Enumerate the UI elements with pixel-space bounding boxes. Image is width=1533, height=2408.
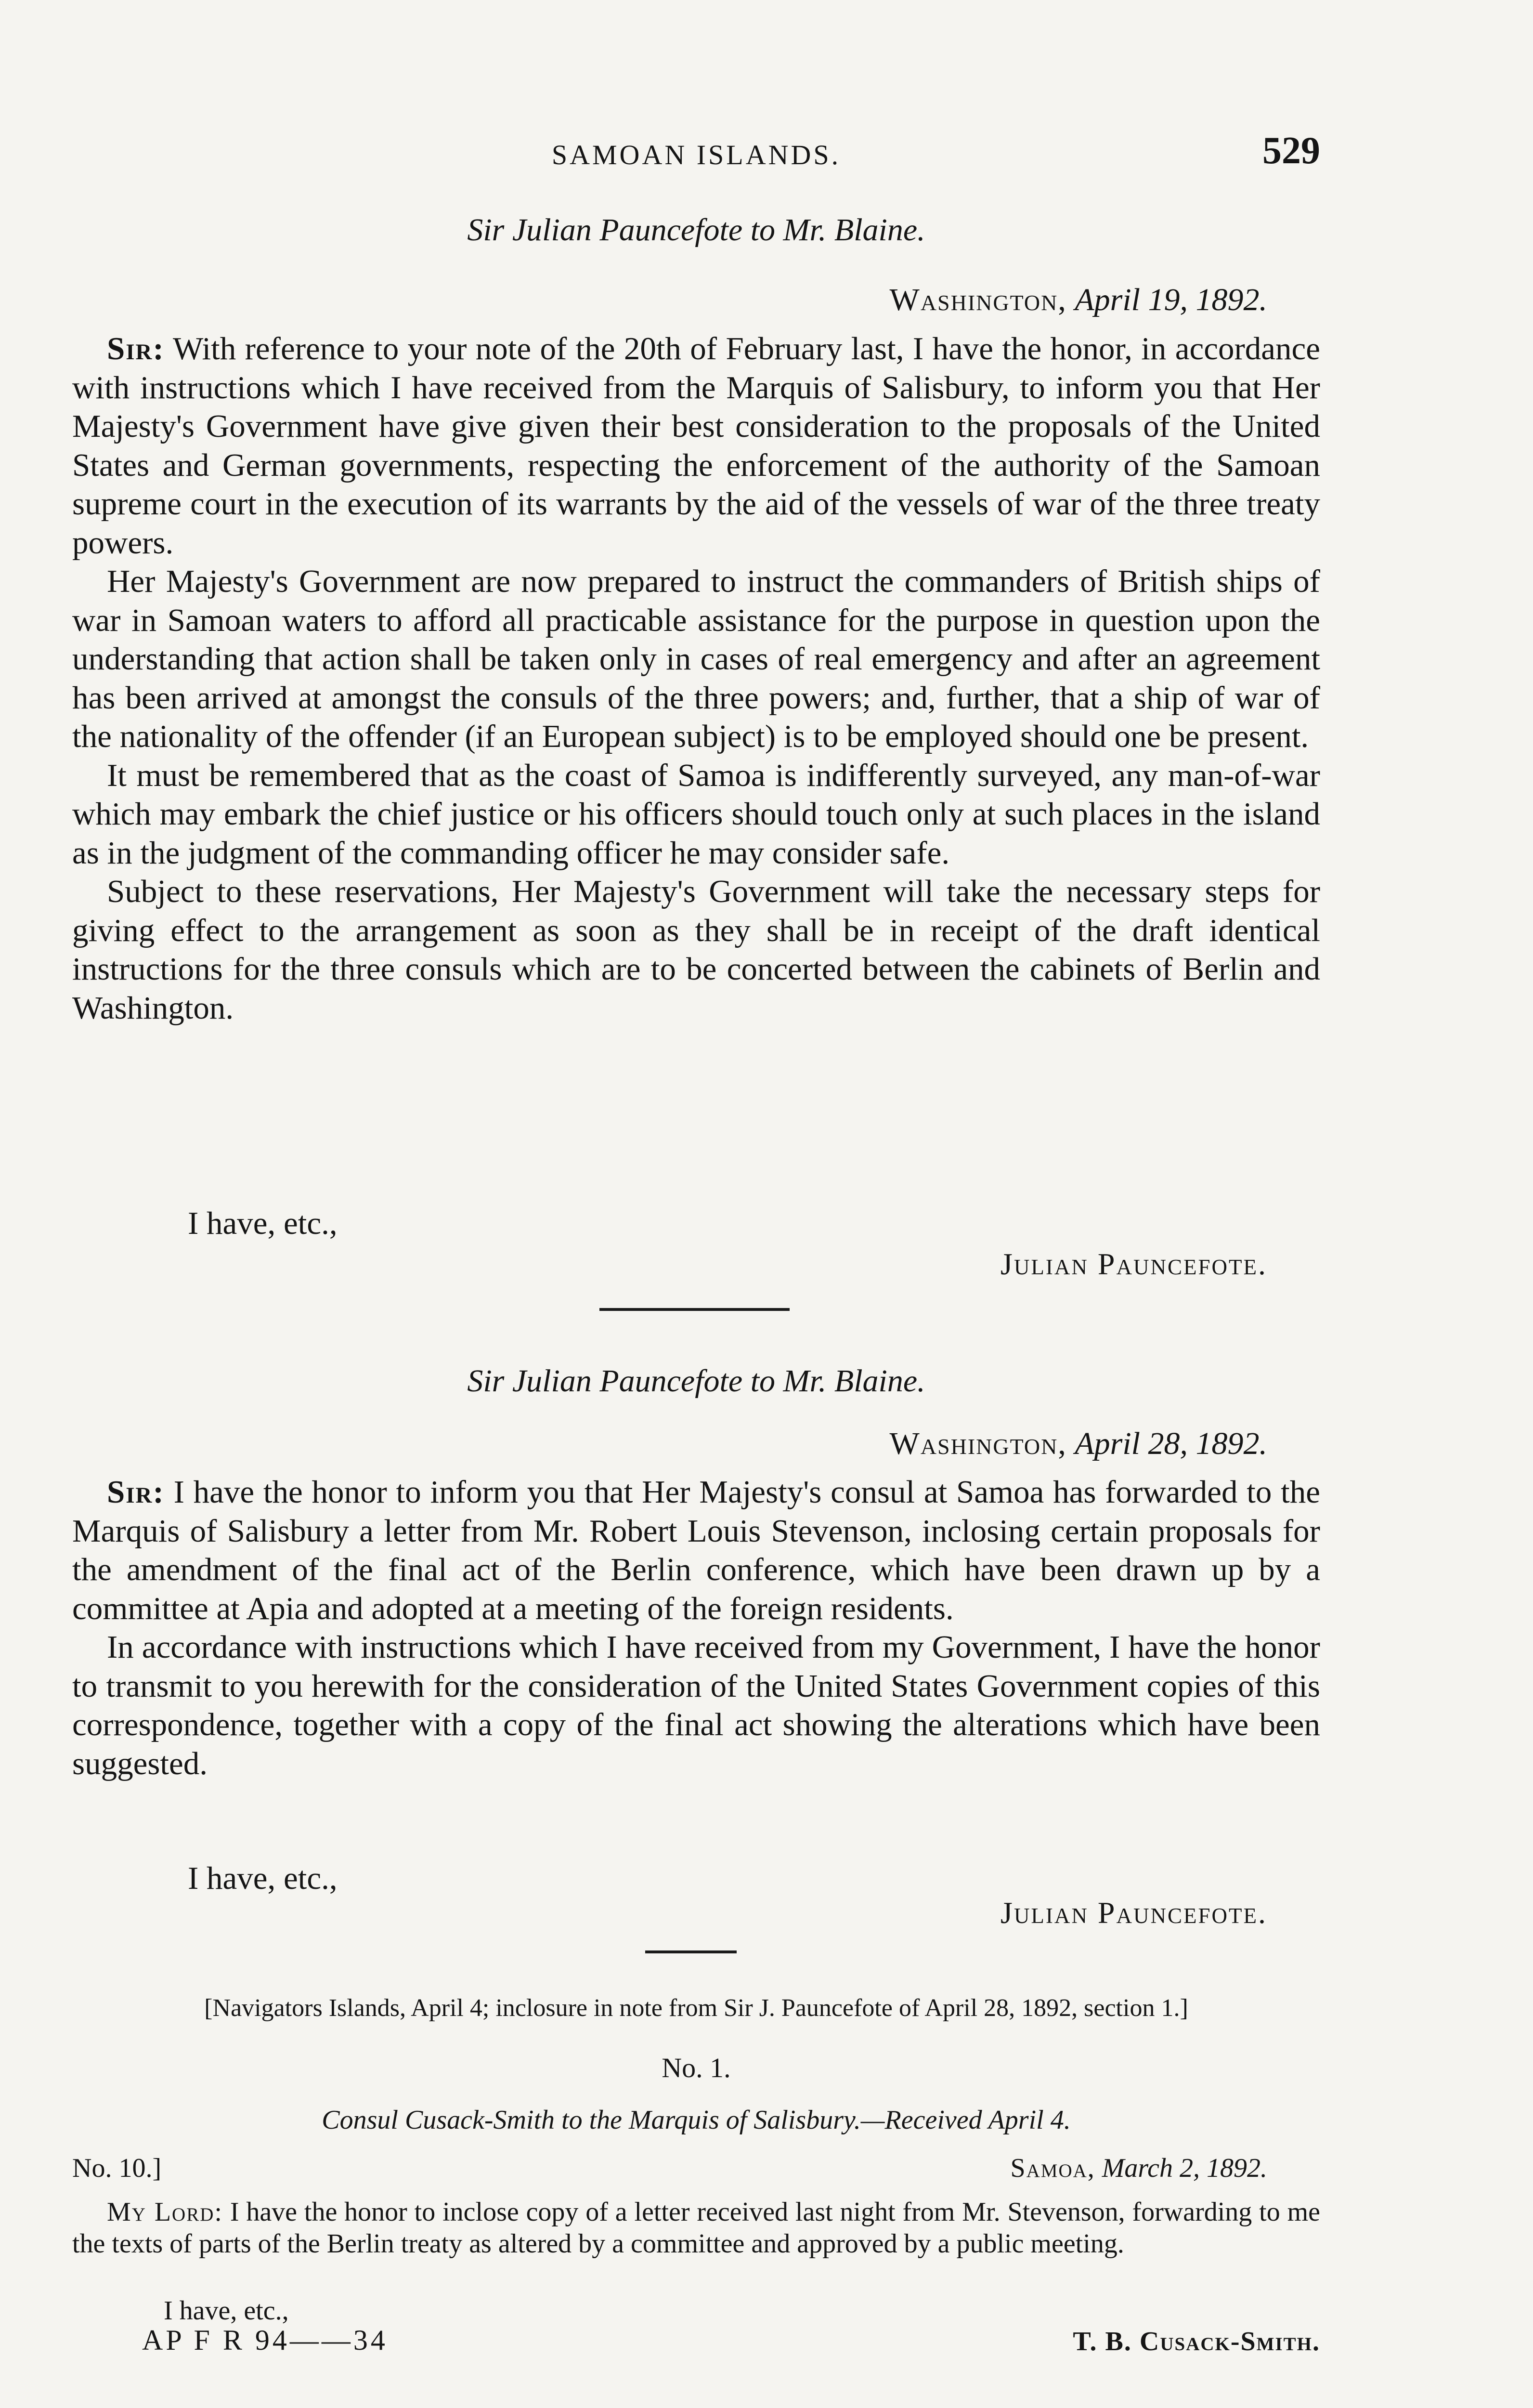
letter-1-signature: Julian Pauncefote. [1000,1247,1267,1281]
letter-1-body [72,329,1320,1027]
inclosure-dateline [1010,2153,1267,2184]
inclosure-body [72,2196,1320,2260]
letter-2-title: Sir Julian Pauncefote to Mr. Blaine. [467,1363,925,1399]
letter-2 [72,1363,1320,1400]
letter-1-signature-block [72,1246,1320,1282]
letter-2-paragraph-text: I have the honor to inform you that Her Majesty's consul at Samoa has forwarded to the Marquis of Salisbury a letter from Mr. Robert Louis Stevenson, inclosing certain proposals for the amendment of the final act of the Berlin conference, which have been drawn up by a committee at Apia and adopted at a meeting of the foreign residents. [72,1474,1320,1626]
letter-2-date: April 28, 1892. [1075,1426,1267,1461]
letter-1 [72,212,1320,249]
inclosure-reference: No. 10.] [72,2153,162,2183]
letter-1-salutation: Sir: [107,331,165,366]
letter-2-closing-block [72,1859,1320,1898]
inclosure-reference-row [72,2153,1320,2186]
letter-2-dateline [72,1426,1320,1462]
inclosure-number: No. 1. [662,2052,731,2083]
letter-1-paragraph: It must be remembered that as the coast of Samoa is indifferently surveyed, any man-of-war which may embark the chief justice or his officers should touch only at such places in the island as in the judgment of the commanding officer he may consider safe. [72,757,1320,871]
letter-2-signature: Julian Pauncefote. [1000,1896,1267,1930]
letter-1-closing: I have, etc., [188,1205,338,1241]
letter-1-date: April 19, 1892. [1075,282,1267,317]
letter-2-paragraph [72,1473,1320,1628]
printer-signature-mark: AP F R 94——34 [142,2324,388,2356]
letter-1-closing-block [72,1204,1320,1243]
letter-2-salutation: Sir: [107,1474,165,1510]
page-header [72,129,1320,182]
inclosure-place: Samoa, [1010,2153,1095,2183]
letter-2-closing: I have, etc., [188,1860,338,1896]
inclosure-title-block [72,2105,1320,2135]
letter-1-place: Washington, [889,282,1067,317]
section-divider-short [645,1950,737,1953]
inclosure-salutation: My Lord: [107,2197,223,2227]
letter-1-paragraph [72,329,1320,562]
section-divider [599,1308,790,1311]
inclosure-closing: I have, etc., [164,2296,289,2326]
inclosure-date: March 2, 1892. [1102,2153,1267,2183]
inclosure-closing-block [72,2295,1320,2327]
inclosure-signature: T. B. Cusack-Smith. [1073,2327,1320,2356]
letter-1-title: Sir Julian Pauncefote to Mr. Blaine. [467,212,925,248]
letter-2-paragraph: In accordance with instructions which I have received from my Government, I have the honor to transmit to you herewith for the consideration of the United States Government copies of this correspondence, together with a copy of the final act showing the alterations which have been suggested. [72,1629,1320,1781]
inclosure-paragraph [72,2196,1320,2260]
letter-2-place: Washington, [889,1426,1067,1461]
page-number: 529 [1262,130,1320,172]
letter-1-paragraph: Subject to these reservations, Her Majesty's Government will take the necessary steps for giving effect to the arrangement as soon as they shall be in receipt of the draft identical instructions for the three consuls which are to be concerted between the cabinets of Berlin and Washington. [72,874,1320,1026]
letter-2-signature-block [72,1895,1320,1931]
inclosure-note-block [72,1994,1320,2022]
letter-1-paragraph-text: With reference to your note of the 20th of February last, I have the honor, in accordance with instructions which I have received from the Marquis of Salisbury, to inform you that Her Majesty's Government have give given their best consideration to the proposals of the United States and German governments, respecting the enforcement of the authority of the Samoan supreme court in the execution of its warrants by the aid of the vessels of war of the three treaty powers. [72,331,1320,561]
inclosure-paragraph-text: I have the honor to inclose copy of a letter received last night from Mr. Stevenson, forwarding to me the texts of parts of the Berlin treaty as altered by a committee and approved by a public meeting. [72,2197,1321,2259]
inclosure-note: [Navigators Islands, April 4; inclosure in note from Sir J. Pauncefote of April 28, 1892, section 1.] [204,1994,1188,2022]
inclosure-number-block [72,2052,1320,2084]
letter-2-body [72,1473,1320,1783]
inclosure-title: Consul Cusack-Smith to the Marquis of Salisbury.—Received April 4. [322,2105,1071,2135]
running-title: SAMOAN ISLANDS. [551,139,841,170]
letter-1-dateline [72,282,1320,318]
letter-1-paragraph: Her Majesty's Government are now prepared to instruct the commanders of British ships of war in Samoan waters to afford all practicable assistance for the purpose in question upon the understanding that action shall be taken only in cases of real emergency and after an agreement has been arrived at amongst the consuls of the three powers; and, further, that a ship of war of the nationality of the offender (if an European subject) is to be employed should one be present. [72,563,1320,754]
